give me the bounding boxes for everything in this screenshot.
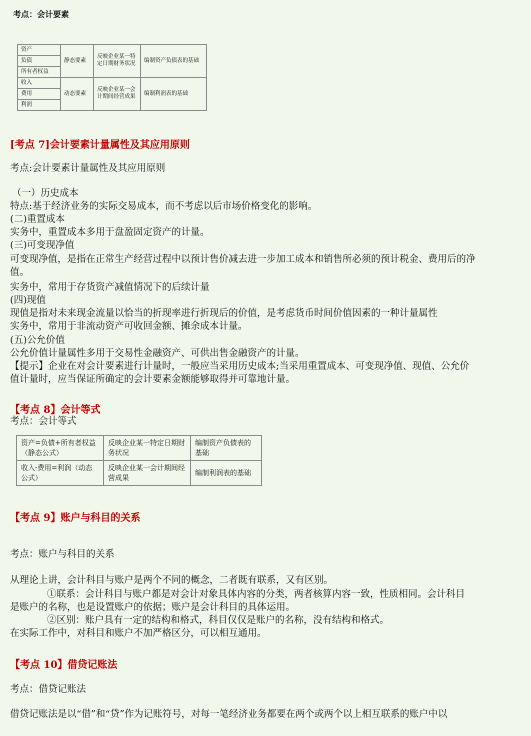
- table-cell: 动态要素: [61, 78, 94, 111]
- text-line: ②区别：账户具有一定的结构和格式，科目仅仅是账户的名称，没有结构和格式。: [47, 615, 390, 626]
- text-line: 在实际工作中，对科目和账户不加严格区分，可以相互通用。: [10, 628, 267, 639]
- text-line: 特点:基于经济业务的实际交易成本，而不考虑以后市场价格变化的影响。: [10, 201, 318, 212]
- text-line: 值计量时，应当保证所确定的会计要素金额能够取得并可靠地计量。: [10, 374, 296, 385]
- text-line: 【提示】企业在对会计要素进行计量时，一般应当采用历史成本;当采用重置成本、可变现净值、现值、公允价: [10, 361, 470, 372]
- text-line: (五)公允价值: [10, 335, 65, 346]
- table-cell: 反映企业某一会计期间经营成果: [94, 78, 141, 111]
- text-line: ①联系：会计科目与账户都是对会计对象具体内容的分类，两者核算内容一致，性质相同。会计科目: [47, 589, 466, 600]
- text-line: (三)可变现净值: [10, 240, 75, 251]
- section-heading: 【考点 9】账户与科目的关系: [10, 513, 141, 524]
- text-line: 是账户的名称，也是设置账户的依据；账户是会计科目的具体运用。: [10, 602, 296, 613]
- section-heading: 【考点 10】借贷记账法: [10, 660, 118, 671]
- section-label: 考点:会计要素计量属性及其应用原则: [10, 163, 166, 174]
- top-label: 考点：会计要素: [13, 9, 69, 19]
- equation-table: [16, 435, 262, 486]
- table-cell: 资产: [18, 45, 61, 56]
- table-cell: 反映企业某一特定日期财务状况: [94, 45, 141, 78]
- section-label: 考点：借贷记账法: [10, 684, 87, 695]
- table-cell: 静态要素: [61, 45, 94, 78]
- section-heading: [考点 7]会计要素计量属性及其应用原则: [10, 140, 190, 151]
- table-cell: 利润: [18, 100, 61, 111]
- text-line: 实务中，常用于存货资产减值情况下的后续计量: [10, 282, 210, 293]
- table-cell: 编制利润表的基础: [191, 461, 262, 486]
- text-line: 借贷记账法是以“借”和“贷”作为记账符号，对每一笔经济业务都要在两个或两个以上相互联系的账户中以: [10, 709, 448, 720]
- table-cell: 编制资产负债表的基础: [191, 436, 262, 461]
- section-label: 考点：账户与科目的关系: [10, 549, 115, 560]
- table-cell: 反映企业某一特定日期财务状况: [104, 436, 191, 461]
- table-cell: 编制资产负债表的基础: [141, 45, 207, 78]
- text-line: 值。: [10, 267, 30, 278]
- elements-table: [17, 44, 207, 111]
- table-cell: 负债: [18, 56, 61, 67]
- text-line: 可变现净值，是指在正常生产经营过程中以预计售价减去进一步加工成本和销售所必须的预计税金、费用后的净: [10, 254, 476, 265]
- table-cell: 反映企业某一会计期间经营成果: [104, 461, 191, 486]
- section-heading: 【考点 8】会计等式: [10, 405, 101, 416]
- text-line: （一）历史成本: [12, 188, 79, 199]
- text-line: 实务中，常用于非流动资产可收回金额、摊余成本计量。: [10, 321, 248, 332]
- table-cell: 收入: [18, 78, 61, 89]
- table-cell: 编制利润表的基础: [141, 78, 207, 111]
- table-cell: 收入-费用=利润（动态公式）: [17, 461, 104, 486]
- section-label: 考点：会计等式: [10, 416, 77, 427]
- table-cell: 所有者权益: [18, 67, 61, 78]
- text-line: 现值是指对未来现金流量以恰当的折现率进行折现后的价值，是考虑货币时间价值因素的一种计量属性: [10, 308, 438, 319]
- text-line: (四)现值: [10, 295, 46, 306]
- text-line: 从理论上讲，会计科目与账户是两个不同的概念，二者既有联系，又有区别。: [10, 575, 334, 586]
- table-cell: 费用: [18, 89, 61, 100]
- text-line: 公允价值计量属性多用于交易性金融资产、可供出售金融资产的计量。: [10, 348, 305, 359]
- text-line: (二)重置成本: [10, 214, 65, 225]
- table-cell: 资产=负债+所有者权益（静态公式）: [17, 436, 104, 461]
- text-line: 实务中，重置成本多用于盘盈固定资产的计量。: [10, 227, 210, 238]
